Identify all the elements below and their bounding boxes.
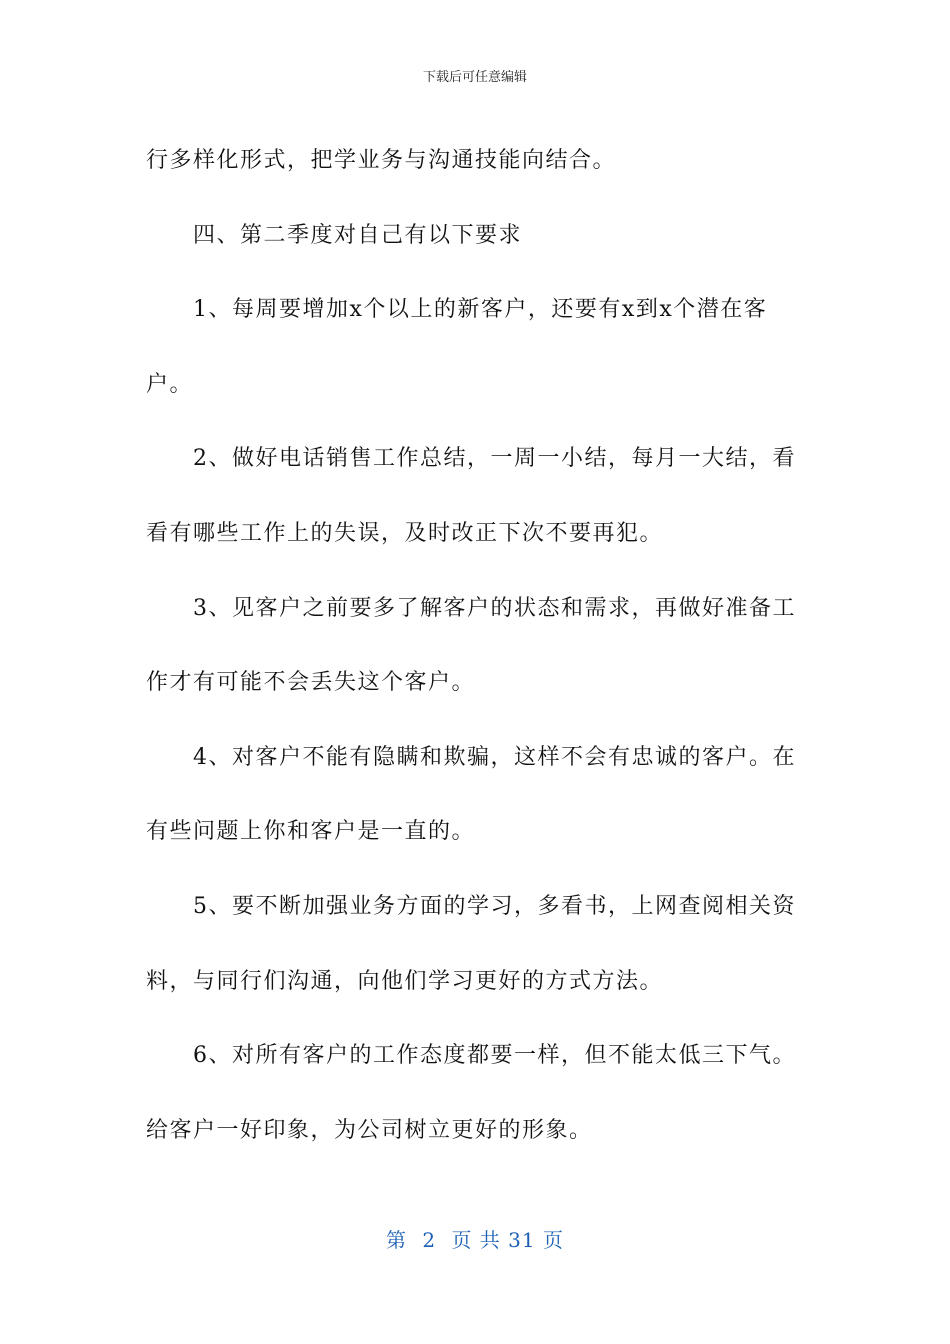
document-body [146,124,806,1168]
header-note: 下载后可任意编辑 [422,70,527,85]
paragraph-continuation: 行多样化形式，把学业务与沟通技能向结合。 [146,148,617,173]
footer-middle: 页 共 [451,1228,501,1252]
list-item-2: 2、做好电话销售工作总结，一周一小结，每月一大结，看看有哪些工作上的失误，及时改正下次不要再犯。 [146,446,796,546]
total-pages-number: 31 [508,1228,536,1252]
footer-prefix: 第 [386,1228,407,1252]
list-item-6: 6、对所有客户的工作态度都要一样，但不能太低三下气。给客户一好印象，为公司树立更好的形象。 [146,1043,796,1143]
list-item-4: 4、对客户不能有隐瞒和欺骗，这样不会有忠诚的客户。在有些问题上你和客户是一直的。 [146,744,796,845]
section-heading: 四、第二季度对自己有以下要求 [193,222,523,248]
page-footer [0,1224,950,1253]
list-item-5: 5、要不断加强业务方面的学习，多看书，上网查阅相关资料，与同行们沟通，向他们学习更好的方式方法。 [146,893,796,994]
footer-suffix: 页 [542,1228,564,1252]
current-page-number: 2 [422,1228,437,1252]
list-item-3: 3、见客户之前要多了解客户的状态和需求，再做好准备工作才有可能不会丢失这个客户。 [146,595,796,696]
list-item-1: 1、每周要增加x个以上的新客户，还要有x到x个潜在客户。 [146,297,768,397]
